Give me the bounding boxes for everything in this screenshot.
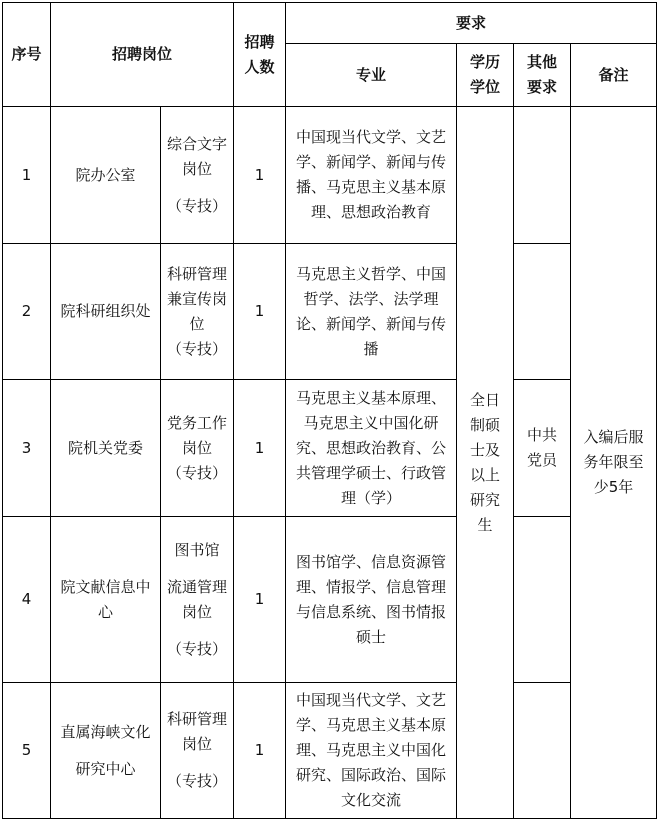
row-post-name: 综合文字岗位 [167, 134, 228, 178]
shared-remark: 入编后服务年限至少5年 [571, 107, 657, 819]
row-post-name: 图书馆 [174, 540, 220, 559]
row-other-empty [514, 517, 571, 683]
header-degree [457, 44, 514, 107]
row-post-name: 科研管理兼宣传岗位 [167, 264, 228, 333]
row-post [161, 380, 234, 517]
row-count: 1 [234, 683, 286, 819]
row-post-type: （专技） [167, 339, 228, 358]
row-post-detail: 流通管理岗位 [167, 577, 228, 621]
row-count: 1 [234, 380, 286, 517]
row-other-empty [514, 107, 571, 244]
header-degree-line2: 学位 [470, 78, 501, 96]
table-row [3, 244, 657, 380]
row-seq: 2 [3, 244, 51, 380]
header-other-line2: 要求 [527, 78, 558, 96]
row-seq: 3 [3, 380, 51, 517]
row-post-name: 科研管理岗位 [167, 710, 228, 753]
row-seq: 1 [3, 107, 51, 244]
row-post-name: 党务工作岗位 [167, 413, 228, 457]
header-count-line1: 招聘 [244, 32, 275, 51]
row-dept: 院科研组织处 [51, 244, 161, 380]
row-post-type: （专技） [167, 772, 228, 790]
table-row [3, 517, 657, 683]
row-post-type: （专技） [167, 196, 228, 215]
row-major: 马克思主义基本原理、马克思主义中国化研究、思想政治教育、公共管理学硕士、行政管理（学） [286, 380, 457, 517]
shared-degree: 全日制硕士及以上研究生 [457, 107, 514, 819]
header-position: 招聘岗位 [51, 3, 234, 107]
row-dept-line2: 研究中心 [75, 759, 136, 778]
row-other-empty [514, 244, 571, 380]
row-post [161, 107, 234, 244]
header-count-line2: 人数 [244, 57, 275, 76]
row-count: 1 [234, 517, 286, 683]
header-other-line1: 其他 [527, 53, 558, 71]
row-post-type: （专技） [167, 639, 228, 658]
row-major: 中国现当代文学、文艺学、马克思主义基本原理、马克思主义中国化研究、国际政治、国际文化交流 [286, 683, 457, 819]
header-other [514, 44, 571, 107]
row-major: 中国现当代文学、文艺学、新闻学、新闻与传播、马克思主义基本原理、思想政治教育 [286, 107, 457, 244]
row-other-empty [514, 683, 571, 819]
row-dept: 院文献信息中心 [51, 517, 161, 683]
row-post [161, 683, 234, 819]
header-major: 专业 [286, 44, 457, 107]
header-requirements: 要求 [286, 3, 657, 44]
row-post [161, 244, 234, 380]
row-post [161, 517, 234, 683]
row-dept [51, 683, 161, 819]
row-count: 1 [234, 244, 286, 380]
table-row [3, 107, 657, 244]
header-count [234, 3, 286, 107]
row-major: 图书馆学、信息资源管理、情报学、信息管理与信息系统、图书情报硕士 [286, 517, 457, 683]
row-dept: 院办公室 [51, 107, 161, 244]
table-row [3, 683, 657, 819]
row-post-type: （专技） [167, 463, 228, 482]
row-other: 中共党员 [514, 380, 571, 517]
recruitment-table [2, 2, 657, 819]
row-seq: 4 [3, 517, 51, 683]
row-seq: 5 [3, 683, 51, 819]
header-row-1 [3, 3, 657, 44]
row-dept-line1: 直属海峡文化 [60, 722, 151, 741]
row-dept: 院机关党委 [51, 380, 161, 517]
row-major: 马克思主义哲学、中国哲学、法学、法学理论、新闻学、新闻与传播 [286, 244, 457, 380]
header-remark: 备注 [571, 44, 657, 107]
header-degree-line1: 学历 [470, 53, 501, 71]
row-count: 1 [234, 107, 286, 244]
header-seq: 序号 [3, 3, 51, 107]
table-row [3, 380, 657, 517]
